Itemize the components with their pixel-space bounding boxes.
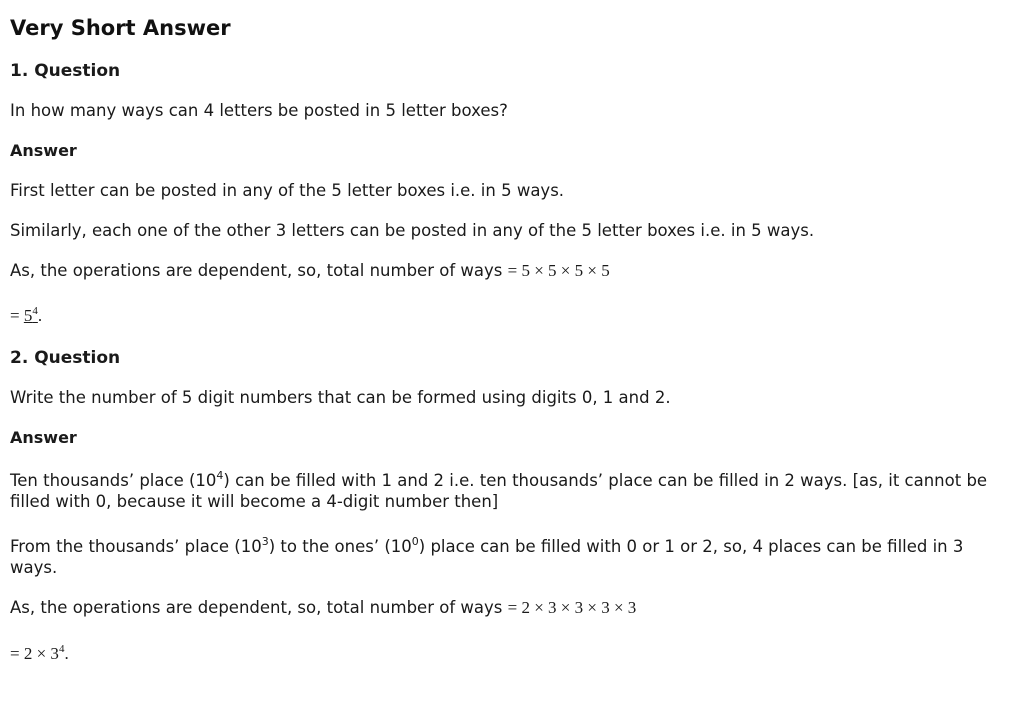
answer-1-result-exponent: 4	[32, 305, 38, 317]
question-2-title: 2. Question	[10, 348, 121, 368]
answer-1-result	[10, 306, 42, 326]
answer-2-paragraph-2	[10, 536, 1010, 578]
answer-2-p2-text-b: ) to the ones’ (10	[268, 537, 412, 556]
question-1-text: In how many ways can 4 letters be posted in 5 letter boxes?	[10, 101, 508, 120]
answer-1-line-1: First letter can be posted in any of the 5 letter boxes i.e. in 5 ways.	[10, 181, 565, 200]
answer-1-line-3-math: = 5 × 5 × 5 × 5	[507, 261, 610, 280]
answer-2-p2-text-c: ) place can be filled with 0 or 1 or 2, so, 4 places can be filled in 3 ways.	[10, 537, 964, 577]
question-1-title: 1. Question	[10, 61, 121, 81]
answer-2-p2-exponent-2: 0	[411, 535, 419, 548]
answer-1-result-suffix: .	[37, 306, 43, 325]
answer-2-p2-exponent-1: 3	[261, 535, 269, 548]
answer-2-line-3	[10, 598, 636, 618]
answer-2-p1-text-b: ) can be filled with 1 and 2 i.e. ten thousands’ place can be filled in 2 ways. [as, it cannot be filled with 0, because it will become a 4-digit number then]	[10, 471, 988, 511]
answer-1-label: Answer	[10, 141, 77, 160]
answer-2-line-3-text: As, the operations are dependent, so, total number of ways	[10, 598, 508, 617]
answer-1-result-prefix: =	[10, 306, 24, 325]
answer-2-label: Answer	[10, 428, 77, 447]
answer-1-result-base: 5	[23, 306, 33, 325]
answer-1-line-2: Similarly, each one of the other 3 letters can be posted in any of the 5 letter boxes i.e. in 5 ways.	[10, 221, 815, 240]
section-heading: Very Short Answer	[10, 16, 231, 40]
question-2-text: Write the number of 5 digit numbers that can be formed using digits 0, 1 and 2.	[10, 388, 671, 407]
answer-1-line-3-text: As, the operations are dependent, so, total number of ways	[10, 261, 508, 280]
answer-2-paragraph-1	[10, 470, 1010, 512]
answer-2-p1-exponent: 4	[216, 469, 224, 482]
answer-1-line-3	[10, 261, 610, 281]
answer-2-result-exponent: 4	[58, 643, 65, 655]
answer-2-p1-text-a: Ten thousands’ place (10	[10, 471, 217, 490]
answer-2-result-prefix: = 2 × 3	[10, 644, 59, 663]
answer-2-p2-text-a: From the thousands’ place (10	[10, 537, 262, 556]
answer-2-result	[10, 644, 69, 664]
answer-2-line-3-math: = 2 × 3 × 3 × 3 × 3	[507, 598, 637, 617]
answer-2-result-suffix: .	[64, 644, 69, 663]
answer-1-result-value	[24, 306, 38, 325]
